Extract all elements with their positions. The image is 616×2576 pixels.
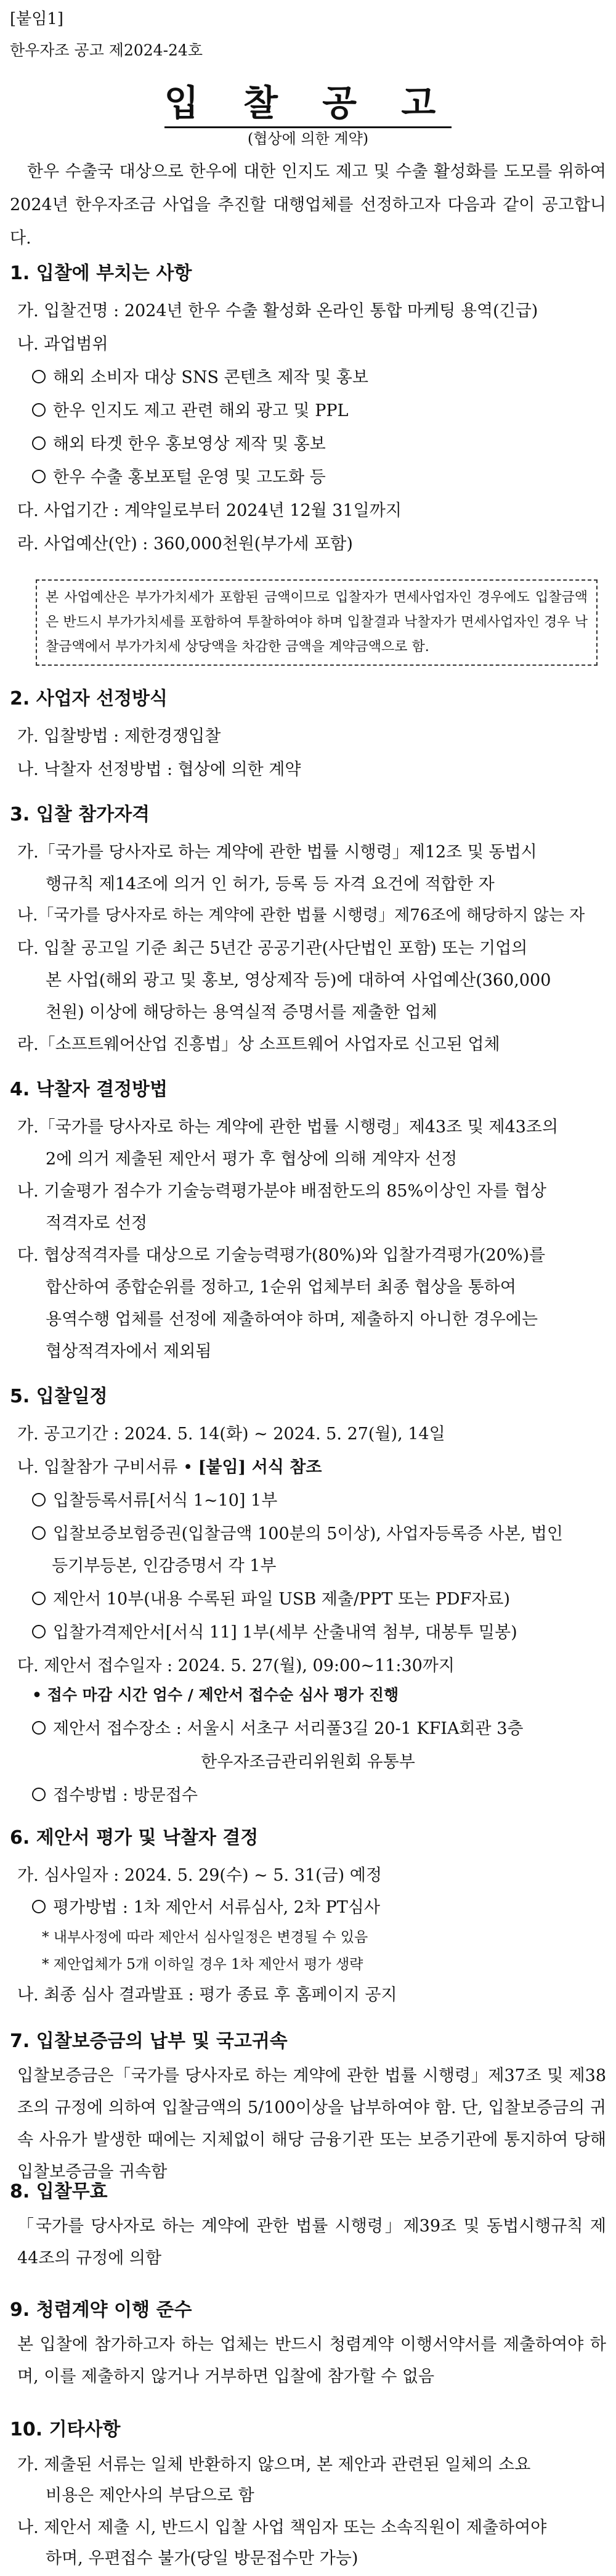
circle-bullet-icon: [32, 1592, 46, 1605]
doc-item: 입찰등록서류[서식 1~10] 1부: [32, 1487, 277, 1511]
s4-item-na-line1: 나. 기술평가 점수가 기술능력평가분야 배점한도의 85%이상인 자를 협상: [17, 1182, 546, 1201]
section-3-heading: 3. 입찰 참가자격: [10, 804, 150, 825]
s4-item-ga-line1: 가.「국가를 당사자로 하는 계약에 관한 법률 시행령」제43조 및 제43조의: [17, 1118, 559, 1137]
s4-item-ga-line2: 2에 의거 제출된 제안서 평가 후 협상에 의해 계약자 선정: [46, 1150, 458, 1169]
s7-body: 입찰보증금은「국가를 당사자로 하는 계약에 관한 법률 시행령」제37조 및 제38조의 규정에 의하여 입찰금액의 5/100이상을 납부하여야 함. 단, 입찰보증금의 귀속 사유가 발생한 때에는 지체없이 해당 금융기관 또는 보증기관에 통지하여 당해 입찰보증금을 귀속함: [17, 2066, 606, 2181]
deadline-warning: • 접수 마감 시간 엄수 / 제안서 접수순 심사 평가 진행: [32, 1686, 399, 1704]
circle-bullet-icon: [32, 1493, 46, 1507]
notice-number: 한우자조 공고 제2024-24호: [10, 41, 203, 59]
s1-item-ga: 가. 입찰건명 : 2024년 한우 수출 활성화 온라인 통합 마케팅 용역(긴급): [17, 301, 538, 321]
s9-body: 본 입찰에 참가하고자 하는 업체는 반드시 청렴계약 이행서약서를 제출하여야 하며, 이를 제출하지 않거나 거부하면 입찰에 참가할 수 없음: [17, 2335, 606, 2386]
s4-item-da-line2: 합산하여 종합순위를 정하고, 1순위 업체부터 최종 협상을 통하여: [46, 1278, 516, 1297]
section-8-heading: 8. 입찰무효: [10, 2181, 108, 2202]
s1-item-na: 나. 과업범위: [17, 335, 108, 354]
page-subtitle: (협상에 의한 계약): [247, 130, 369, 147]
page-title: [0, 74, 616, 126]
s3-item-ra: 라.「소프트웨어산업 진흥법」상 소프트웨어 사업자로 신고된 업체: [17, 1035, 500, 1054]
s3-item-da-line3: 천원) 이상에 해당하는 용역실적 증명서를 제출한 업체: [46, 1003, 437, 1022]
s1-item-ra: 라. 사업예산(안) : 360,000천원(부가세 포함): [17, 534, 353, 554]
s3-item-da-line1: 다. 입찰 공고일 기준 최근 5년간 공공기관(사단법인 포함) 또는 기업의: [17, 939, 528, 958]
scope-item: 한우 인지도 제고 관련 해외 광고 및 PPL: [32, 397, 349, 421]
s1-item-da: 다. 사업기간 : 계약일로부터 2024년 12월 31일까지: [17, 501, 402, 520]
budget-note-box: 본 사업예산은 부가가치세가 포함된 금액이므로 입찰자가 면세사업자인 경우에도 입찰금액은 반드시 부가가치세를 포함하여 투찰하여야 하며 입찰결과 낙찰자가 면세사업자인 경우 낙찰금액에서 부가가치세 상당액을 차감한 금액을 계약금액으로 함.: [36, 579, 598, 666]
section-7-heading: 7. 입찰보증금의 납부 및 국고귀속: [10, 2030, 288, 2052]
eval-note-1: * 내부사정에 따라 제안서 심사일정은 변경될 수 있음: [42, 1929, 368, 1945]
doc-item: 입찰가격제안서[서식 11] 1부(세부 산출내역 첨부, 대봉투 밀봉): [32, 1619, 517, 1643]
section-10-heading: 10. 기타사항: [10, 2419, 121, 2440]
s4-item-da-line3: 용역수행 업체를 선정에 제출하여야 하며, 제출하지 아니한 경우에는: [46, 1310, 538, 1329]
scope-item: 해외 타겟 한우 홍보영상 제작 및 홍보: [32, 430, 326, 454]
s6-item-ga: 가. 심사일자 : 2024. 5. 29(수) ~ 5. 31(금) 예정: [17, 1866, 382, 1885]
section-6-heading: 6. 제안서 평가 및 낙찰자 결정: [10, 1827, 259, 1849]
scope-item: 한우 수출 홍보포털 운영 및 고도화 등: [32, 464, 326, 488]
s5-item-ga: 가. 공고기간 : 2024. 5. 14(화) ~ 2024. 5. 27(월), 14일: [17, 1425, 445, 1444]
s10-item-na-line1: 나. 제안서 제출 시, 반드시 입찰 사업 책임자 또는 소속직원이 제출하여야: [17, 2518, 547, 2537]
section-2-heading: 2. 사업자 선정방식: [10, 688, 168, 709]
eval-method: 평가방법 : 1차 제안서 서류심사, 2차 PT심사: [32, 1894, 380, 1918]
submission-place: 제안서 접수장소 : 서울시 서초구 서리풀3길 20-1 KFIA회관 3층: [32, 1715, 523, 1739]
s10-item-ga-line2: 비용은 제안사의 부담으로 함: [46, 2486, 254, 2505]
circle-bullet-icon: [32, 1625, 46, 1638]
circle-bullet-icon: [32, 1526, 46, 1540]
circle-bullet-icon: [32, 370, 46, 383]
title-text: 입 찰 공 고: [164, 82, 452, 128]
s3-item-da-line2: 본 사업(해외 광고 및 홍보, 영상제작 등)에 대하여 사업예산(360,000: [46, 971, 551, 990]
section-5-heading: 5. 입찰일정: [10, 1386, 108, 1407]
s8-body: 「국가를 당사자로 하는 계약에 관한 법률 시행령」제39조 및 동법시행규칙 제44조의 규정에 의함: [17, 2217, 606, 2268]
scope-item: 해외 소비자 대상 SNS 콘텐츠 제작 및 홍보: [32, 364, 368, 388]
s3-item-ga-line1: 가.「국가를 당사자로 하는 계약에 관한 법률 시행령」제12조 및 동법시: [17, 843, 537, 862]
doc-item: 입찰보증보험증권(입찰금액 100분의 5이상), 사업자등록증 사본, 법인: [32, 1520, 563, 1544]
section-9-heading: 9. 청렴계약 이행 준수: [10, 2299, 192, 2321]
section-4-heading: 4. 낙찰자 결정방법: [10, 1079, 168, 1100]
doc-item-continued: 등기부등본, 인감증명서 각 1부: [52, 1556, 277, 1576]
circle-bullet-icon: [32, 470, 46, 483]
submission-method: 접수방법 : 방문접수: [32, 1781, 198, 1805]
s4-item-da-line1: 다. 협상적격자를 대상으로 기술능력평가(80%)와 입찰가격평가(20%)를: [17, 1246, 546, 1265]
s4-item-da-line4: 협상적격자에서 제외됨: [46, 1342, 212, 1361]
eval-note-2: * 제안업체가 5개 이하일 경우 1차 제안서 평가 생략: [42, 1957, 363, 1973]
s5-item-na: 나. 입찰참가 구비서류 • [붙임] 서식 참조: [17, 1458, 322, 1477]
intro-paragraph: 한우 수출국 대상으로 한우에 대한 인지도 제고 및 수출 활성화를 도모를 위하여 2024년 한우자조금 사업을 추진할 대행업체를 선정하고자 다음과 같이 공고합니다.: [10, 162, 606, 248]
s2-item-ga: 가. 입찰방법 : 제한경쟁입찰: [17, 727, 221, 746]
s10-item-ga-line1: 가. 제출된 서류는 일체 반환하지 않으며, 본 제안과 관련된 일체의 소요: [17, 2455, 531, 2474]
s6-item-na: 나. 최종 심사 결과발표 : 평가 종료 후 홈페이지 공지: [17, 1985, 397, 2005]
s2-item-na: 나. 낙찰자 선정방법 : 협상에 의한 계약: [17, 760, 301, 779]
circle-bullet-icon: [32, 403, 46, 417]
section-1-heading: 1. 입찰에 부치는 사항: [10, 263, 192, 284]
circle-bullet-icon: [32, 436, 46, 450]
s10-item-na-line2: 하며, 우편접수 불가(당일 방문접수만 가능): [46, 2549, 359, 2568]
circle-bullet-icon: [32, 1721, 46, 1735]
attachment-tag: [붙임1]: [10, 10, 64, 28]
circle-bullet-icon: [32, 1900, 46, 1913]
s5-item-da: 다. 제안서 접수일자 : 2024. 5. 27(월), 09:00~11:30까지: [17, 1656, 455, 1675]
s3-item-ga-line2: 행규칙 제14조에 의거 인 허가, 등록 등 자격 요건에 적합한 자: [46, 875, 495, 894]
s4-item-na-line2: 적격자로 선정: [46, 1214, 148, 1233]
s3-item-na: 나.「국가를 당사자로 하는 계약에 관한 법률 시행령」제76조에 해당하지 않는 자: [17, 906, 585, 925]
doc-item: 제안서 10부(내용 수록된 파일 USB 제출/PPT 또는 PDF자료): [32, 1585, 510, 1609]
submission-place-dept: 한우자조금관리위원회 유통부: [201, 1752, 415, 1772]
circle-bullet-icon: [32, 1788, 46, 1801]
